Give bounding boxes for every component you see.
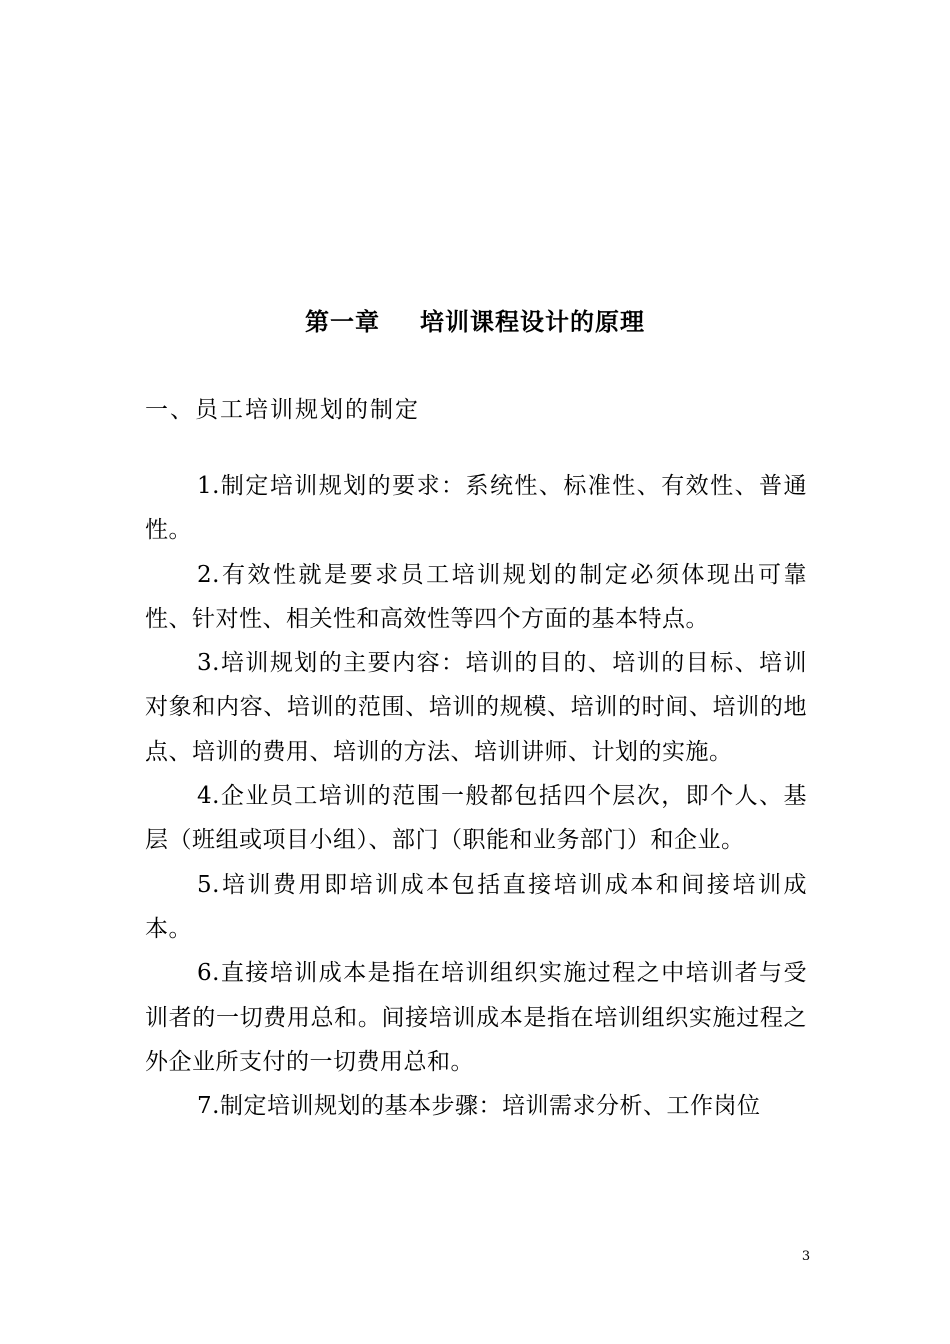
paragraph: 1.制定培训规划的要求：系统性、标准性、有效性、普通性。 xyxy=(145,473,807,544)
paragraph: 6.直接培训成本是指在培训组织实施过程之中培训者与受训者的一切费用总和。间接培训成本是指在培训组织实施过程之外企业所支付的一切费用总和。 xyxy=(145,960,807,1075)
chapter-label: 第一章 xyxy=(305,307,380,336)
chapter-title xyxy=(0,300,950,344)
paragraph: 4.企业员工培训的范围一般都包括四个层次，即个人、基层（班组或项目小组）、部门（职能和业务部门）和企业。 xyxy=(145,783,807,854)
paragraph: 2.有效性就是要求员工培训规划的制定必须体现出可靠性、针对性、相关性和高效性等四个方面的基本特点。 xyxy=(145,561,807,632)
section-heading: 一、员工培训规划的制定 xyxy=(145,397,420,423)
body-text xyxy=(145,464,807,1128)
paragraph: 7.制定培训规划的基本步骤：培训需求分析、工作岗位 xyxy=(197,1093,761,1120)
paragraph: 3.培训规划的主要内容：培训的目的、培训的目标、培训对象和内容、培训的范围、培训的规模、培训的时间、培训的地点、培训的费用、培训的方法、培训讲师、计划的实施。 xyxy=(145,650,807,765)
paragraph: 5.培训费用即培训成本包括直接培训成本和间接培训成本。 xyxy=(145,871,807,942)
chapter-name: 培训课程设计的原理 xyxy=(420,307,645,336)
page-number: 3 xyxy=(801,1249,811,1264)
